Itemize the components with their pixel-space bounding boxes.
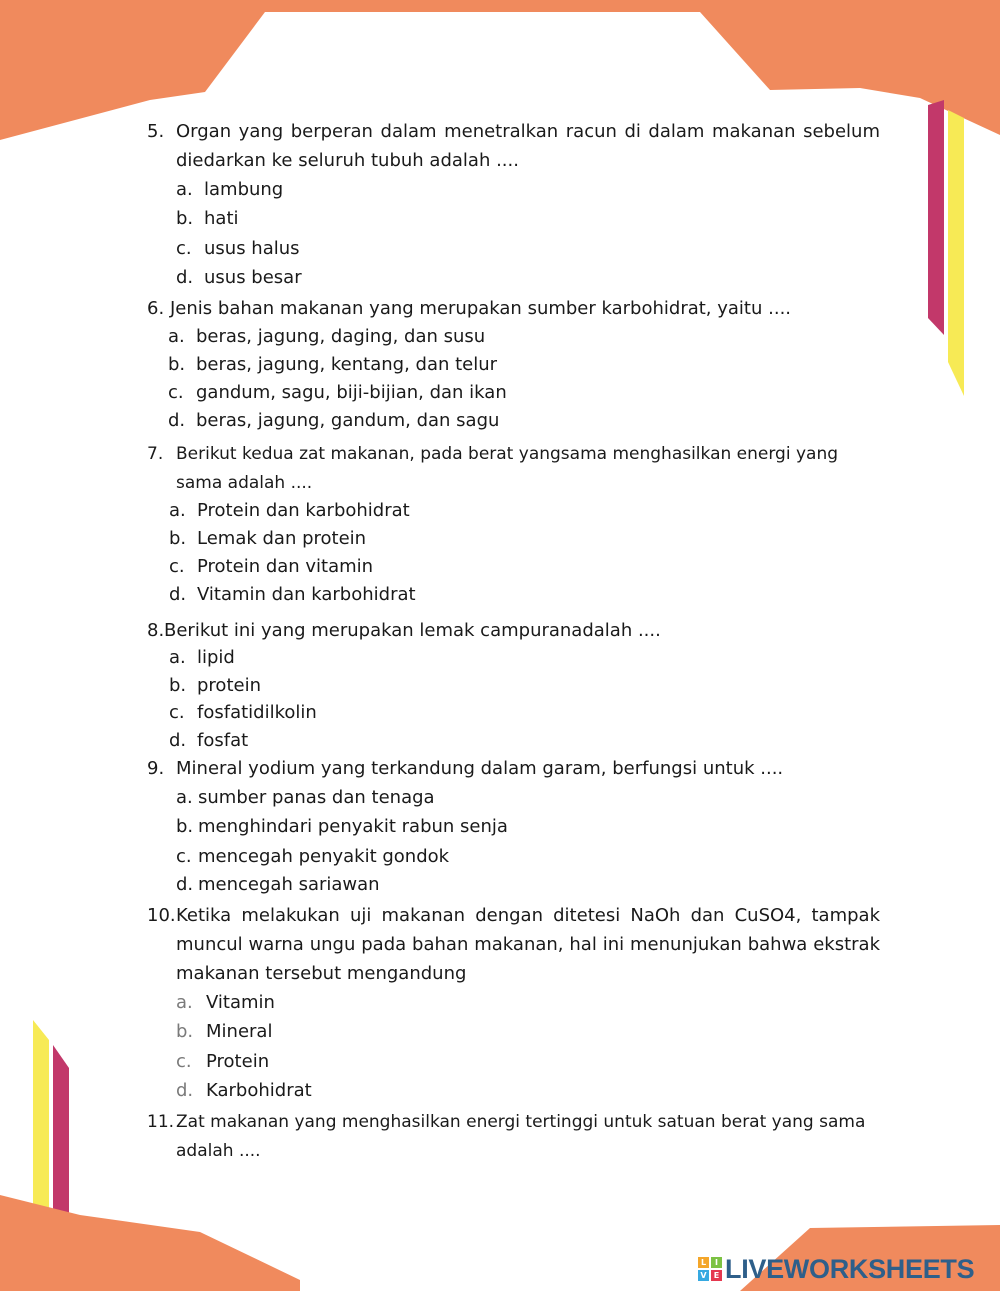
option-letter: d. bbox=[169, 584, 187, 605]
option-10b[interactable] bbox=[176, 1018, 272, 1046]
logo-block-i: I bbox=[711, 1257, 722, 1268]
option-text: hati bbox=[204, 208, 239, 229]
question-number: 10. bbox=[147, 905, 176, 926]
question-stem: Berikut ini yang merupakan lemak campuranadalah .... bbox=[164, 620, 661, 641]
question-stem: Organ yang berperan dalam menetralkan racun di dalam makanan sebelum diedarkan ke seluruh tubuh adalah .... bbox=[176, 121, 880, 171]
option-letter: a. bbox=[169, 500, 186, 521]
option-6a[interactable] bbox=[168, 323, 485, 351]
option-text: beras, jagung, daging, dan susu bbox=[196, 326, 486, 347]
option-7a[interactable] bbox=[169, 497, 410, 525]
option-9d[interactable] bbox=[176, 871, 380, 899]
option-7b[interactable] bbox=[169, 525, 366, 553]
question-number: 7. bbox=[147, 444, 164, 464]
option-letter: b. bbox=[169, 528, 187, 549]
option-5c[interactable] bbox=[176, 235, 300, 263]
option-text: beras, jagung, kentang, dan telur bbox=[196, 354, 498, 375]
question-stem: Berikut kedua zat makanan, pada berat yangsama menghasilkan energi yang sama adalah .... bbox=[176, 444, 839, 493]
option-text: usus halus bbox=[204, 238, 300, 259]
option-10a[interactable] bbox=[176, 989, 275, 1017]
question-number: 8. bbox=[147, 620, 165, 641]
option-text: beras, jagung, gandum, dan sagu bbox=[196, 410, 500, 431]
option-letter: c. bbox=[169, 702, 185, 723]
option-letter: c. bbox=[168, 382, 184, 403]
question-number: 6. bbox=[147, 298, 165, 319]
option-text: Protein bbox=[206, 1051, 270, 1072]
question-stem: Ketika melakukan uji makanan dengan ditetesi NaOh dan CuSO4, tampak muncul warna ungu pada bahan makanan, hal ini menunjukan bahwa ekstrak makanan tersebut mengandung bbox=[176, 905, 880, 984]
option-8b[interactable] bbox=[169, 672, 261, 700]
option-9a[interactable] bbox=[176, 784, 435, 812]
option-text: Karbohidrat bbox=[206, 1080, 312, 1101]
option-10d[interactable] bbox=[176, 1077, 312, 1105]
option-5a[interactable] bbox=[176, 176, 283, 204]
question-number: 9. bbox=[147, 758, 165, 779]
option-text: mencegah penyakit gondok bbox=[198, 846, 450, 867]
option-text: Vitamin bbox=[206, 992, 275, 1013]
option-letter: c. bbox=[176, 238, 192, 259]
option-text: Vitamin dan karbohidrat bbox=[197, 584, 416, 605]
logo-block-v: V bbox=[698, 1270, 709, 1281]
option-letter: b. bbox=[169, 675, 187, 696]
option-letter: b. bbox=[176, 816, 194, 837]
option-8a[interactable] bbox=[169, 644, 235, 672]
logo-blocks-icon bbox=[698, 1257, 722, 1281]
option-letter: d. bbox=[176, 267, 194, 288]
option-letter: b. bbox=[176, 1021, 194, 1042]
option-text: protein bbox=[197, 675, 261, 696]
option-letter: a. bbox=[169, 647, 186, 668]
option-letter: b. bbox=[168, 354, 186, 375]
option-text: Mineral bbox=[206, 1021, 273, 1042]
question-number: 11. bbox=[147, 1112, 175, 1132]
option-9b[interactable] bbox=[176, 813, 508, 841]
option-9c[interactable] bbox=[176, 843, 449, 871]
option-letter: a. bbox=[176, 992, 193, 1013]
option-5d[interactable] bbox=[176, 264, 302, 292]
option-6b[interactable] bbox=[168, 351, 497, 379]
option-7c[interactable] bbox=[169, 553, 373, 581]
logo-text: LIVEWORKSHEETS bbox=[725, 1253, 975, 1284]
option-text: lipid bbox=[197, 647, 235, 668]
option-text: mencegah sariawan bbox=[198, 874, 380, 895]
option-text: sumber panas dan tenaga bbox=[198, 787, 435, 808]
option-8c[interactable] bbox=[169, 699, 317, 727]
option-text: lambung bbox=[204, 179, 284, 200]
question-number: 5. bbox=[147, 121, 165, 142]
question-stem: Jenis bahan makanan yang merupakan sumber karbohidrat, yaitu .... bbox=[170, 298, 792, 319]
question-stem: Mineral yodium yang terkandung dalam garam, berfungsi untuk .... bbox=[176, 758, 784, 779]
option-10c[interactable] bbox=[176, 1048, 269, 1076]
liveworksheets-logo bbox=[698, 1254, 974, 1284]
option-letter: a. bbox=[176, 787, 193, 808]
option-letter: d. bbox=[169, 730, 187, 751]
question-stem: Zat makanan yang menghasilkan energi tertinggi untuk satuan berat yang sama adalah .... bbox=[176, 1112, 866, 1161]
option-letter: d. bbox=[176, 1080, 194, 1101]
option-letter: c. bbox=[176, 1051, 192, 1072]
option-6c[interactable] bbox=[168, 379, 507, 407]
option-8d[interactable] bbox=[169, 727, 248, 755]
option-letter: a. bbox=[176, 179, 193, 200]
option-text: gandum, sagu, biji-bijian, dan ikan bbox=[196, 382, 507, 403]
option-text: menghindari penyakit rabun senja bbox=[198, 816, 508, 837]
option-letter: c. bbox=[169, 556, 185, 577]
logo-block-l: L bbox=[698, 1257, 709, 1268]
option-letter: b. bbox=[176, 208, 194, 229]
option-letter: d. bbox=[168, 410, 186, 431]
option-letter: c. bbox=[176, 846, 192, 867]
logo-block-e: E bbox=[711, 1270, 722, 1281]
option-text: Lemak dan protein bbox=[197, 528, 367, 549]
option-5b[interactable] bbox=[176, 205, 239, 233]
option-text: usus besar bbox=[204, 267, 302, 288]
option-text: fosfat bbox=[197, 730, 249, 751]
option-text: Protein dan karbohidrat bbox=[197, 500, 410, 521]
option-letter: d. bbox=[176, 874, 194, 895]
option-6d[interactable] bbox=[168, 407, 499, 435]
option-7d[interactable] bbox=[169, 581, 416, 609]
option-text: fosfatidilkolin bbox=[197, 702, 317, 723]
option-text: Protein dan vitamin bbox=[197, 556, 374, 577]
option-letter: a. bbox=[168, 326, 185, 347]
